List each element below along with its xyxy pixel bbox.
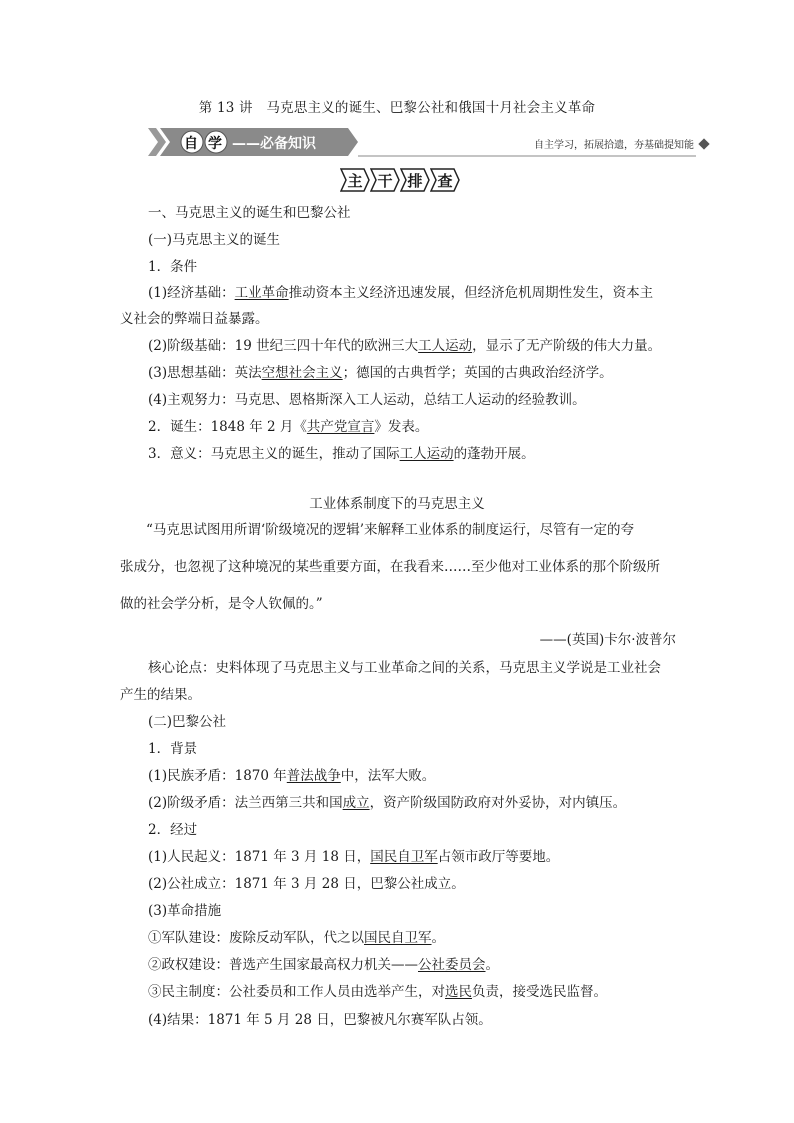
item-process: 2．经过 bbox=[148, 822, 198, 838]
keyword: 工人运动 bbox=[418, 338, 473, 354]
badge bbox=[400, 168, 430, 192]
subsection-heading: (一)马克思主义的诞生 bbox=[148, 232, 281, 248]
keyword: 选民 bbox=[445, 984, 472, 1000]
text: 。 bbox=[431, 930, 445, 946]
section-heading-1: 一、马克思主义的诞生和巴黎公社 bbox=[148, 205, 351, 221]
text: (2)阶级矛盾：法兰西第三共和国 bbox=[148, 795, 343, 811]
quote-line: 张成分，也忽视了这种境况的某些重要方面，在我看来……至少他对工业体系的那个阶级所 bbox=[120, 559, 660, 575]
text: (1)民族矛盾：1870 年 bbox=[148, 768, 287, 784]
badge-row bbox=[340, 168, 460, 192]
quote-title: 工业体系制度下的马克思主义 bbox=[309, 496, 485, 512]
banner-slogan: 自主学习，拓展拾遗，夯基础提知能 bbox=[534, 140, 694, 151]
text: 。 bbox=[485, 957, 499, 973]
text: 的蓬勃开展。 bbox=[453, 446, 535, 462]
process-uprising bbox=[148, 845, 559, 865]
condition-economic-cont: 义社会的弊端日益暴露。 bbox=[120, 311, 269, 327]
badge-char: 查 bbox=[437, 172, 453, 190]
condition-thought bbox=[148, 361, 613, 381]
badge bbox=[340, 168, 370, 192]
keyword: 国民自卫军 bbox=[370, 849, 438, 865]
text: 推动资本主义经济迅速发展，但经济危机周期性发生，资本主 bbox=[288, 285, 654, 301]
core-argument-cont: 产生的结果。 bbox=[120, 687, 201, 703]
badge bbox=[370, 168, 400, 192]
section-banner bbox=[148, 126, 708, 158]
text: 》发表。 bbox=[374, 419, 429, 435]
banner-label-rest: ——必备知识 bbox=[232, 136, 316, 152]
banner-label-study: 学 bbox=[208, 136, 222, 152]
text: (1)经济基础： bbox=[148, 285, 235, 301]
quote-line: “马克思试图用所谓‘阶级境况的逻辑’来解释工业体系的制度运行，尽管有一定的夸 bbox=[146, 522, 634, 538]
condition-class bbox=[148, 334, 661, 354]
text: 占领市政厅等要地。 bbox=[437, 849, 560, 865]
process-founding: (2)公社成立：1871 年 3 月 28 日，巴黎公社成立。 bbox=[148, 876, 465, 892]
badge-char: 主 bbox=[347, 172, 363, 190]
text: ①军队建设：废除反动军队，代之以 bbox=[148, 930, 364, 946]
text: (3)思想基础：英法 bbox=[148, 365, 262, 381]
text: ；德国的古典哲学；英国的古典政治经济学。 bbox=[342, 365, 613, 381]
item-birth bbox=[148, 415, 428, 435]
measure-democracy bbox=[148, 980, 607, 1000]
keyword: 普法战争 bbox=[286, 768, 341, 784]
text: ②政权建设：普选产生国家最高权力机关—— bbox=[148, 957, 418, 973]
item-significance bbox=[148, 442, 535, 462]
process-result: (4)结果：1871 年 5 月 28 日，巴黎被凡尔赛军队占领。 bbox=[148, 1012, 492, 1028]
keyword: 共产党宣言 bbox=[306, 419, 375, 435]
keyword: 国民自卫军 bbox=[364, 930, 432, 946]
keyword: 成立 bbox=[342, 795, 370, 811]
text: 3．意义：马克思主义的诞生，推动了国际 bbox=[148, 446, 400, 462]
item-conditions: 1．条件 bbox=[148, 259, 198, 275]
keyword: 公社委员会 bbox=[418, 957, 486, 973]
process-measures: (3)革命措施 bbox=[148, 903, 222, 919]
measure-military bbox=[148, 926, 445, 946]
background-national bbox=[148, 764, 435, 784]
quote-source: ——(英国)卡尔·波普尔 bbox=[539, 632, 676, 648]
text: (2)阶级基础：19 世纪三四十年代的欧洲三大 bbox=[148, 338, 419, 354]
banner-label-self: 自 bbox=[184, 136, 198, 152]
condition-subjective: (4)主观努力：马克思、恩格斯深入工人运动，总结工人运动的经验教训。 bbox=[148, 392, 586, 408]
background-class bbox=[148, 791, 626, 811]
text: 负责，接受选民监督。 bbox=[472, 984, 607, 1000]
quote-line: 做的社会学分析，是令人钦佩的。” bbox=[120, 596, 323, 612]
text: ，显示了无产阶级的伟大力量。 bbox=[472, 338, 662, 354]
lecture-title: 第 13 讲 马克思主义的诞生、巴黎公社和俄国十月社会主义革命 bbox=[198, 100, 596, 116]
condition-economic bbox=[148, 281, 653, 301]
subsection-heading: (二)巴黎公社 bbox=[148, 714, 227, 730]
text: ③民主制度：公社委员和工作人员由选举产生，对 bbox=[148, 984, 445, 1000]
badge-char: 干 bbox=[377, 172, 393, 190]
keyword: 空想社会主义 bbox=[261, 365, 343, 381]
text: (1)人民起义：1871 年 3 月 18 日， bbox=[148, 849, 371, 865]
text: 中，法军大败。 bbox=[340, 768, 436, 784]
badge bbox=[430, 168, 460, 192]
text: 2．诞生：1848 年 2 月《 bbox=[148, 419, 307, 435]
keyword: 工人运动 bbox=[399, 446, 454, 462]
core-argument: 核心论点：史料体现了马克思主义与工业革命之间的关系，马克思主义学说是工业社会 bbox=[148, 660, 661, 676]
measure-government bbox=[148, 953, 499, 973]
item-background: 1．背景 bbox=[148, 741, 198, 757]
text: ，资产阶级国防政府对外妥协，对内镇压。 bbox=[369, 795, 627, 811]
keyword: 工业革命 bbox=[234, 285, 289, 301]
badge-char: 排 bbox=[407, 172, 423, 190]
